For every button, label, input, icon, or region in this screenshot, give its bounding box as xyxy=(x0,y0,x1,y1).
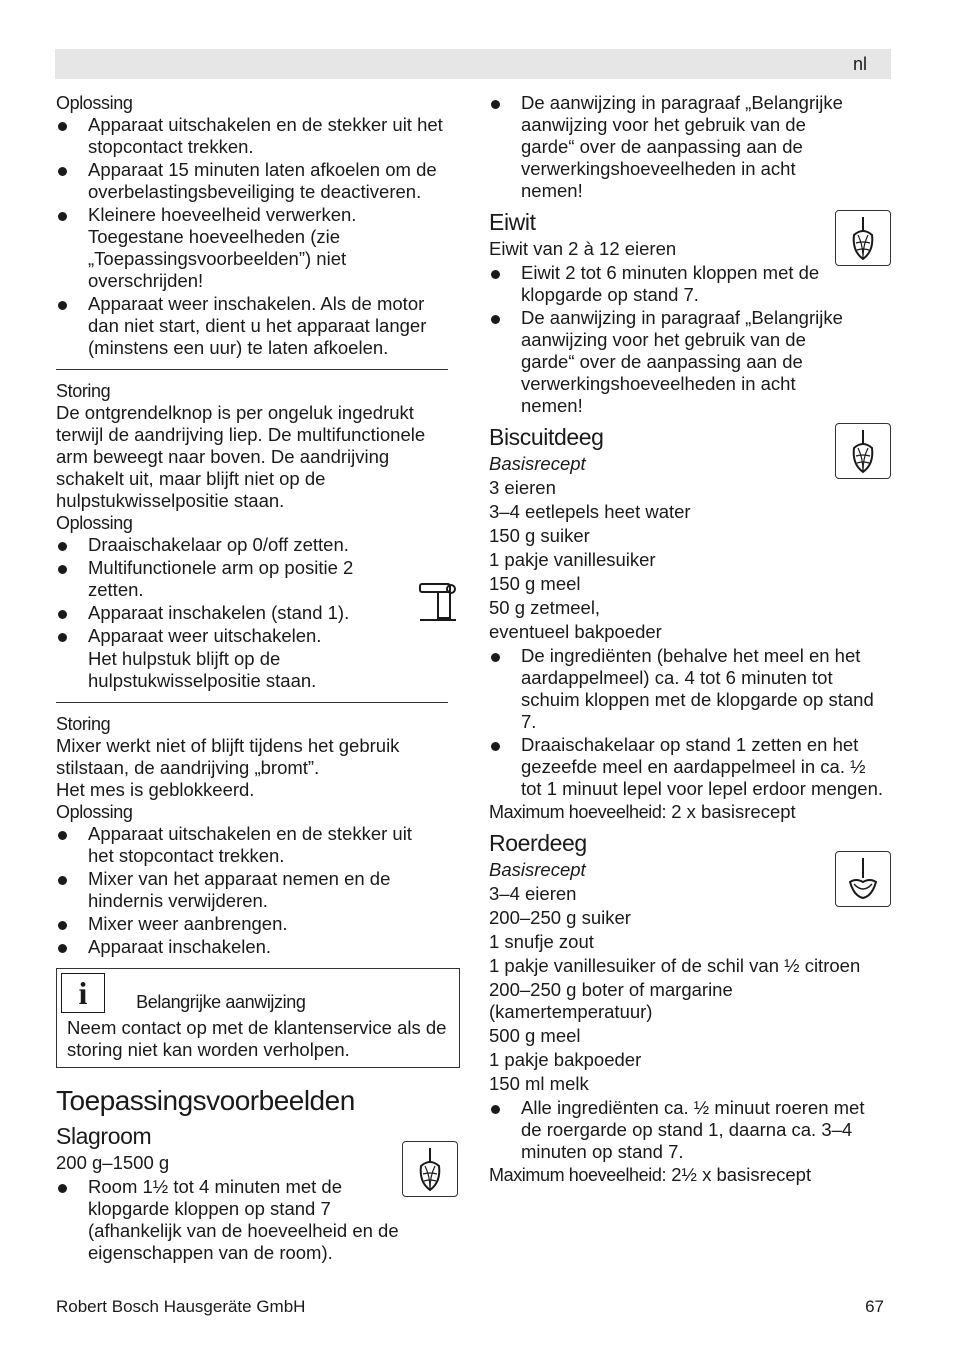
solution-label: Oplossing xyxy=(56,513,133,533)
list-item: Apparaat uitschakelen en de stekker uit het stopcontact trekken. xyxy=(56,114,456,158)
solution-list xyxy=(56,114,456,359)
after-note: Het hulpstuk blijft op de hulpstukwisselpositie staan. xyxy=(88,648,317,691)
ingredient: 3–4 eetlepels heet water xyxy=(489,501,691,522)
ingredient: 1 pakje bakpoeder xyxy=(489,1049,642,1070)
ingredient: 150 ml melk xyxy=(489,1073,589,1094)
recipe-title-roerdeeg: Roerdeeg xyxy=(489,830,587,856)
solution-list xyxy=(56,534,406,647)
hint-text: Neem contact op met de klantenservice als de storing niet kan worden verholpen. xyxy=(67,1017,447,1060)
ingredient: 1 pakje vanillesuiker of de schil van ½ citroen xyxy=(489,955,861,976)
right-column xyxy=(489,92,894,1188)
intro-list xyxy=(489,92,849,202)
recipe-title-slagroom: Slagroom xyxy=(56,1123,152,1149)
recipe-title-biscuitdeeg: Biscuitdeeg xyxy=(489,424,604,450)
info-icon: i xyxy=(61,973,105,1013)
amount: Eiwit van 2 à 12 eieren xyxy=(489,238,677,259)
amount: 200 g–1500 g xyxy=(56,1152,170,1173)
ingredient: 500 g meel xyxy=(489,1025,581,1046)
language-label: nl xyxy=(852,54,867,74)
instruction-list xyxy=(489,1097,869,1163)
list-item: Mixer weer aanbrengen. xyxy=(56,913,426,935)
list-item: Apparaat inschakelen. xyxy=(56,936,426,958)
list-item: Multifunctionele arm op positie 2 zetten. xyxy=(56,557,406,601)
stirring-whisk-icon xyxy=(835,851,891,907)
footer-company: Robert Bosch Hausgeräte GmbH xyxy=(56,1297,306,1316)
page-number: 67 xyxy=(865,1297,884,1316)
recipe-subtitle: Basisrecept xyxy=(489,453,586,474)
solution-list xyxy=(56,823,426,958)
ingredient: 150 g suiker xyxy=(489,525,590,546)
list-item: Mixer van het apparaat nemen en de hindernis verwijderen. xyxy=(56,868,426,912)
ingredient: 200–250 g boter of margarine (kamertemperatuur) xyxy=(489,979,733,1022)
list-item: Kleinere hoeveelheid verwerken. Toegestane hoeveelheden (zie „Toepassingsvoorbeelden”) niet overschrijden! xyxy=(56,204,456,292)
divider xyxy=(56,702,448,703)
recipe-subtitle: Basisrecept xyxy=(489,859,586,880)
whisk-icon xyxy=(402,1141,458,1197)
instruction-list xyxy=(56,1176,426,1264)
fault-description: Mixer werkt niet of blijft tijdens het gebruik stilstaan, de aandrijving „bromt”. xyxy=(56,735,400,778)
solution-label: Oplossing xyxy=(56,93,133,113)
max-amount-label: Maximum hoeveelheid: xyxy=(489,802,667,822)
ingredient: 1 snufje zout xyxy=(489,931,594,952)
mixer-arm-position-icon xyxy=(418,580,458,624)
list-item: Apparaat weer uitschakelen. xyxy=(56,625,406,647)
list-item: Apparaat 15 minuten laten afkoelen om de overbelastingsbeveiliging te deactiveren. xyxy=(56,159,456,203)
list-item: Room 1½ tot 4 minuten met de klopgarde kloppen op stand 7 (afhankelijk van de hoeveelheid en de eigenschappen van de room). xyxy=(56,1176,426,1264)
ingredient: 3 eieren xyxy=(489,477,556,498)
max-amount xyxy=(489,1164,894,1186)
hint-title: Belangrijke aanwijzing xyxy=(136,992,306,1012)
max-amount xyxy=(489,801,894,823)
recipe-title-eiwit: Eiwit xyxy=(489,209,536,235)
ingredient: 200–250 g suiker xyxy=(489,907,631,928)
whisk-icon xyxy=(835,210,891,266)
whisk-icon xyxy=(835,423,891,479)
ingredient: eventueel bakpoeder xyxy=(489,621,662,642)
fault-label: Storing xyxy=(56,714,111,734)
divider xyxy=(56,369,448,370)
list-item: Alle ingrediënten ca. ½ minuut roeren met de roergarde op stand 1, daarna ca. 3–4 minuten op stand 7. xyxy=(489,1097,869,1163)
list-item: Apparaat uitschakelen en de stekker uit het stopcontact trekken. xyxy=(56,823,426,867)
ingredient: 3–4 eieren xyxy=(489,883,577,904)
instruction-list xyxy=(489,262,849,417)
ingredient: 50 g zetmeel, xyxy=(489,597,601,618)
ingredient: 150 g meel xyxy=(489,573,581,594)
list-item: Draaischakelaar op 0/off zetten. xyxy=(56,534,406,556)
list-item: De ingrediënten (behalve het meel en het aardappelmeel) ca. 4 tot 6 minuten tot schuim kloppen met de klopgarde op stand 7. xyxy=(489,645,889,733)
list-item: De aanwijzing in paragraaf „Belangrijke aanwijzing voor het gebruik van de garde“ over de aanpassing aan de verwerkingshoeveelheden in acht nemen! xyxy=(489,307,849,417)
left-column xyxy=(56,92,456,1265)
instruction-list xyxy=(489,645,889,800)
list-item: Draaischakelaar op stand 1 zetten en het gezeefde meel en aardappelmeel in ca. ½ tot 1 minuut lepel voor lepel erdoor mengen. xyxy=(489,734,889,800)
list-item: De aanwijzing in paragraaf „Belangrijke aanwijzing voor het gebruik van de garde“ over de aanpassing aan de verwerkingshoeveelheden in acht nemen! xyxy=(489,92,849,202)
list-item: Apparaat weer inschakelen. Als de motor dan niet start, dient u het apparaat langer (minstens een uur) te laten afkoelen. xyxy=(56,293,456,359)
fault-description: De ontgrendelknop is per ongeluk ingedrukt terwijl de aandrijving liep. De multifunctionele arm beweegt naar boven. De aandrijving schakelt uit, maar blijft niet op de hulpstukwisselpositie staan. xyxy=(56,402,426,511)
header-bar xyxy=(55,49,891,79)
list-item: Eiwit 2 tot 6 minuten kloppen met de klopgarde op stand 7. xyxy=(489,262,849,306)
ingredient: 1 pakje vanillesuiker xyxy=(489,549,656,570)
max-amount-label: Maximum hoeveelheid: xyxy=(489,1165,667,1185)
solution-label: Oplossing xyxy=(56,802,133,822)
max-amount-value: 2 x basisrecept xyxy=(666,801,796,822)
fault-cause: Het mes is geblokkeerd. xyxy=(56,779,255,800)
max-amount-value: 2½ x basisrecept xyxy=(666,1164,812,1185)
section-title: Toepassingsvoorbeelden xyxy=(56,1085,355,1116)
fault-label: Storing xyxy=(56,381,111,401)
list-item: Apparaat inschakelen (stand 1). xyxy=(56,602,406,624)
hint-box xyxy=(56,968,460,1068)
